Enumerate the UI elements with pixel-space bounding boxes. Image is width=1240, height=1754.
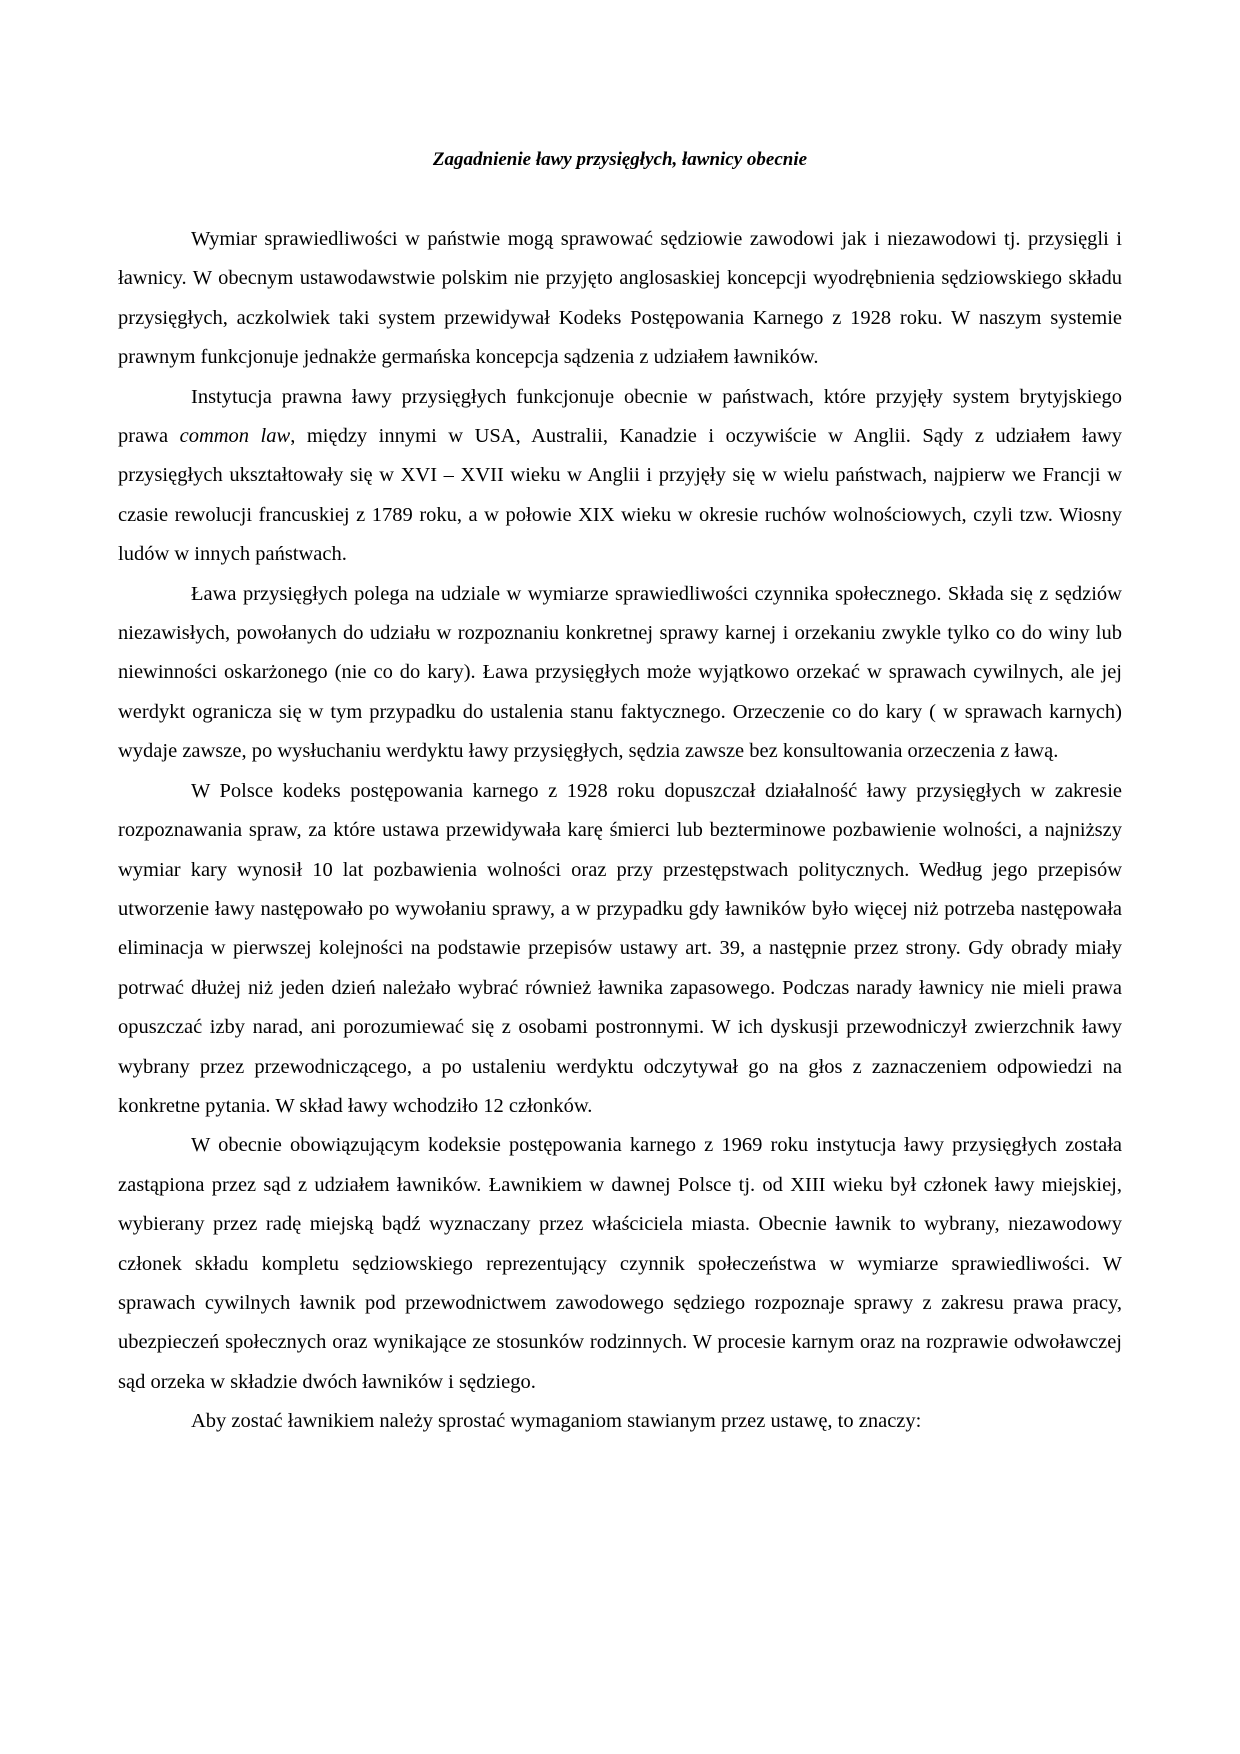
paragraph-intro: Wymiar sprawiedliwości w państwie mogą sprawować sędziowie zawodowi jak i niezawodowi tj. przysięgli i ławnicy. W obecnym ustawodawstwie polskim nie przyjęto anglosaskiej koncepcji wyodrębnienia sędziowskiego składu przysięgłych, aczkolwiek taki system przewidywał Kodeks Postępowania Karnego z 1928 roku. W naszym systemie prawnym funkcjonuje jednakże germańska koncepcja sądzenia z udziałem ławników. (118, 228, 1122, 369)
paragraph-poland-1928: W Polsce kodeks postępowania karnego z 1928 roku dopuszczał działalność ławy przysięgłych w zakresie rozpoznawania spraw, za które ustawa przewidywała karę śmierci lub bezterminowe pozbawienie wolności, a najniższy wymiar kary wynosił 10 lat pozbawienia wolności oraz przy przestępstwach politycznych. Według jego przepisów utworzenie ławy następowało po wywołaniu sprawy, a w przypadku gdy ławników było więcej niż potrzeba następowała eliminacja w pierwszej kolejności na podstawie przepisów ustawy art. 39, a następnie przez strony. Gdy obrady miały potrwać dłużej niż jeden dzień należało wybrać również ławnika zapasowego. Podczas narady ławnicy nie mieli prawa opuszczać izby narad, ani porozumiewać się z osobami postronnymi. W ich dyskusji przewodniczył zwierzchnik ławy wybrany przez przewodniczącego, a po ustaleniu werdyktu odczytywał go na głos z zaznaczeniem odpowiedzi na konkretne pytania. W skład ławy wchodziło 12 członków. (118, 779, 1122, 1117)
paragraph-jury-definition: Ława przysięgłych polega na udziale w wymiarze sprawiedliwości czynnika społecznego. Składa się z sędziów niezawisłych, powołanych do udziału w rozpoznaniu konkretnej sprawy karnej i orzekaniu zwykle tylko co do winy lub niewinności oskarżonego (nie co do kary). Ława przysięgłych może wyjątkowo orzekać w sprawach cywilnych, ale jej werdykt ogranicza się w tym przypadku do ustalenia stanu faktycznego. Orzeczenie co do kary ( w sprawach karnych) wydaje zawsze, po wysłuchaniu werdyktu ławy przysięgłych, sędzia zawsze bez konsultowania orzeczenia z ławą. (118, 582, 1122, 763)
document-body (118, 220, 1122, 1442)
italic-term-common-law: common law (179, 425, 291, 448)
paragraph-text-before: Instytucja prawna ławy przysięgłych funkcjonuje obecnie w państwach, które przyjęły system brytyjskiego prawa (118, 385, 1122, 448)
paragraph-requirements: Aby zostać ławnikiem należy sprostać wymaganiom stawianym przez ustawę, to znaczy: (191, 1410, 922, 1433)
paragraph-text-after: , między innymi w USA, Australii, Kanadzie i oczywiście w Anglii. Sądy z udziałem ławy przysięgłych ukształtowały się w XVI – XVII wieku w Anglii i przyjęły się w wielu państwach, najpierw we Francji w czasie rewolucji francuskiej z 1789 roku, a w połowie XIX wieku w okresie ruchów wolnościowych, czyli tzw. Wiosny ludów w innych państwach. (118, 425, 1122, 566)
paragraph-jury-institution (118, 378, 1122, 575)
paragraph-code-1969: W obecnie obowiązującym kodeksie postępowania karnego z 1969 roku instytucja ławy przysięgłych została zastąpiona przez sąd z udziałem ławników. Ławnikiem w dawnej Polsce tj. od XIII wieku był członek ławy miejskiej, wybierany przez radę miejską bądź wyznaczany przez właściciela miasta. Obecnie ławnik to wybrany, niezawodowy członek składu kompletu sędziowskiego reprezentujący czynnik społeczeństwa w wymiarze sprawiedliwości. W sprawach cywilnych ławnik pod przewodnictwem zawodowego sędziego rozpoznaje sprawy z zakresu prawa pracy, ubezpieczeń społecznych oraz wynikające ze stosunków rodzinnych. W procesie karnym oraz na rozprawie odwoławczej sąd orzeka w składzie dwóch ławników i sędziego. (118, 1134, 1122, 1393)
document-title: Zagadnienie ławy przysięgłych, ławnicy obecnie (432, 149, 808, 170)
